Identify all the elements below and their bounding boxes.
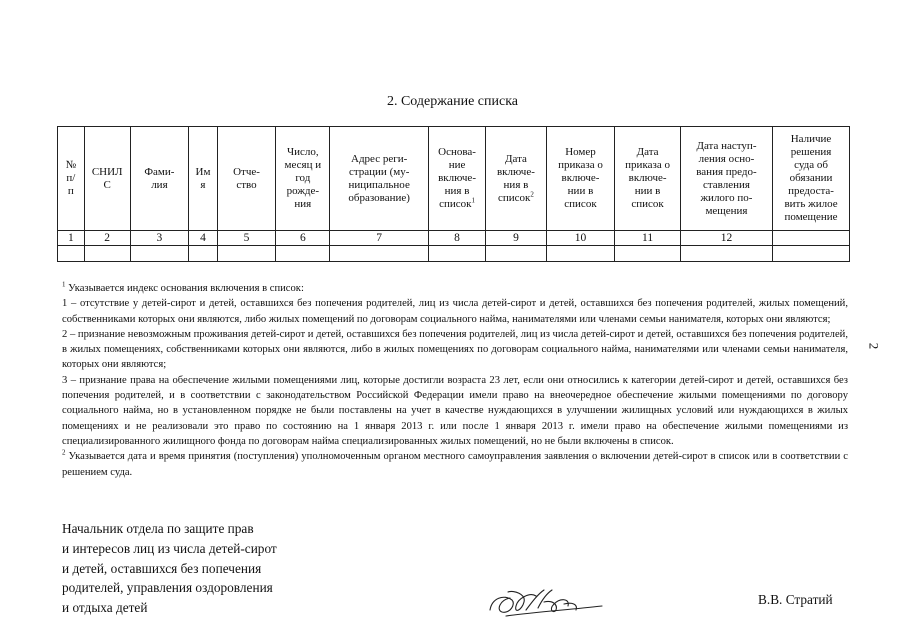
footnote-2: $^2$ Указывается дата и время принятия (поступления) уполномоченным органом местного самоуправления заявления о включении детей-сирот в список или в соответствии с решением суда. xyxy=(62,448,848,478)
table-cell xyxy=(428,246,485,262)
header-cell: Дата приказа о включе- нии в список xyxy=(615,127,681,231)
column-number-cell: 5 xyxy=(217,231,275,246)
header-cell: № п/ п xyxy=(58,127,85,231)
footnotes xyxy=(62,281,848,480)
section-title: 2. Содержание списка xyxy=(386,94,519,109)
page-number: 2 xyxy=(866,342,882,350)
column-number-cell: 6 xyxy=(276,231,330,246)
signer-position-line: и отдыха детей xyxy=(62,600,148,616)
signer-position-line: и интересов лиц из числа детей-сирот xyxy=(62,540,277,556)
column-number-cell: 10 xyxy=(546,231,615,246)
column-number-cell: 4 xyxy=(189,231,218,246)
table-cell xyxy=(58,246,85,262)
column-number-cell: 7 xyxy=(330,231,428,246)
header-cell: Фами- лия xyxy=(130,127,188,231)
header-cell: Дата наступ- ления осно- вания предо- ставления жилого по- мещения xyxy=(680,127,772,231)
signer-position-line: родителей, управления оздоровления xyxy=(62,580,273,596)
column-number-cell xyxy=(773,231,850,246)
signer-position-line: Начальник отдела по защите прав xyxy=(62,521,254,536)
table-cell xyxy=(276,246,330,262)
header-cell: Отче- ство xyxy=(217,127,275,231)
footnote-ref: 1 xyxy=(471,196,475,205)
table-cell xyxy=(130,246,188,262)
header-cell: Дата включе- ния в список$^2$ xyxy=(486,127,546,231)
table-row xyxy=(58,246,850,262)
table-cell xyxy=(84,246,130,262)
column-number-cell: 12 xyxy=(680,231,772,246)
column-number-row xyxy=(58,231,850,246)
column-number-cell: 8 xyxy=(428,231,485,246)
footnote-item-3: 3 – признание права на обеспечение жилыми помещениями лиц, которые достигли возраста 23 лет, если они относились к категории детей-сирот и детей, оставшихся без попечения родителей, и в соответствии с законодательством Российской Федерации имели право на внеочередное обеспечение жилыми помещениями по договору социального найма, но в установленном порядке не были поставлены на учет в качестве нуждающихся в улучшении жилищных условий или нуждающихся в жилых помещениях и не реализовали это право по состоянию на 1 января 2013 г. или после 1 января 2013 г. имели право на обеспечение жилыми помещениями из специализированного жилищного фонда по договорам найма специализированных жилых помещений, но не были включены в список. xyxy=(62,374,848,447)
header-cell: СНИЛ С xyxy=(84,127,130,231)
header-cell: Номер приказа о включе- нии в список xyxy=(546,127,615,231)
table-cell xyxy=(615,246,681,262)
column-number-cell: 9 xyxy=(486,231,546,246)
footnote-1-title: $^1$ Указывается индекс основания включения в список: xyxy=(62,280,304,294)
column-number-cell: 11 xyxy=(615,231,681,246)
list-table xyxy=(57,126,850,262)
column-number-cell: 1 xyxy=(58,231,85,246)
header-cell: Адрес реги- страции (му- ниципальное образование) xyxy=(330,127,428,231)
handwritten-signature xyxy=(486,580,606,620)
signer-position-line: и детей, оставшихся без попечения xyxy=(62,560,262,576)
table-cell xyxy=(680,246,772,262)
table-cell xyxy=(546,246,615,262)
header-cell: Число, месяц и год рожде- ния xyxy=(276,127,330,231)
table-cell xyxy=(773,246,850,262)
table-header-row xyxy=(58,127,850,231)
table-cell xyxy=(330,246,428,262)
table-cell xyxy=(189,246,218,262)
header-cell: Им я xyxy=(189,127,218,231)
footnote-item-1: 1 – отсутствие у детей-сирот и детей, оставшихся без попечения родителей, лиц из числа детей-сирот и детей, оставшихся без попечения родителей, жилых помещений, собственниками которых они являются, либо жилых помещений по договорам социального найма, нанимателями или членами семьи нанимателя, которых они являются; xyxy=(62,298,848,325)
table-cell xyxy=(486,246,546,262)
footnote-ref: 2 xyxy=(530,189,534,198)
column-number-cell: 3 xyxy=(130,231,188,246)
signer-position xyxy=(62,519,352,618)
footnote-item-2: 2 – признание невозможным проживания детей-сирот и детей, оставшихся без попечения родителей, лиц из числа детей-сирот и детей, оставшихся без попечения родителей, в жилых помещениях, собственниками которых они являются, либо в жилых помещениях по договорам социального найма, нанимателями или членами семьи нанимателя, которых они являются; xyxy=(62,328,848,371)
header-cell: Основа- ние включе- ния в список$^1$ xyxy=(428,127,485,231)
table-cell xyxy=(217,246,275,262)
column-number-cell: 2 xyxy=(84,231,130,246)
signer-name: В.В. Стратий xyxy=(758,592,833,607)
header-cell: Наличие решения суда об обязании предоста- вить жилое помещение xyxy=(773,127,850,231)
